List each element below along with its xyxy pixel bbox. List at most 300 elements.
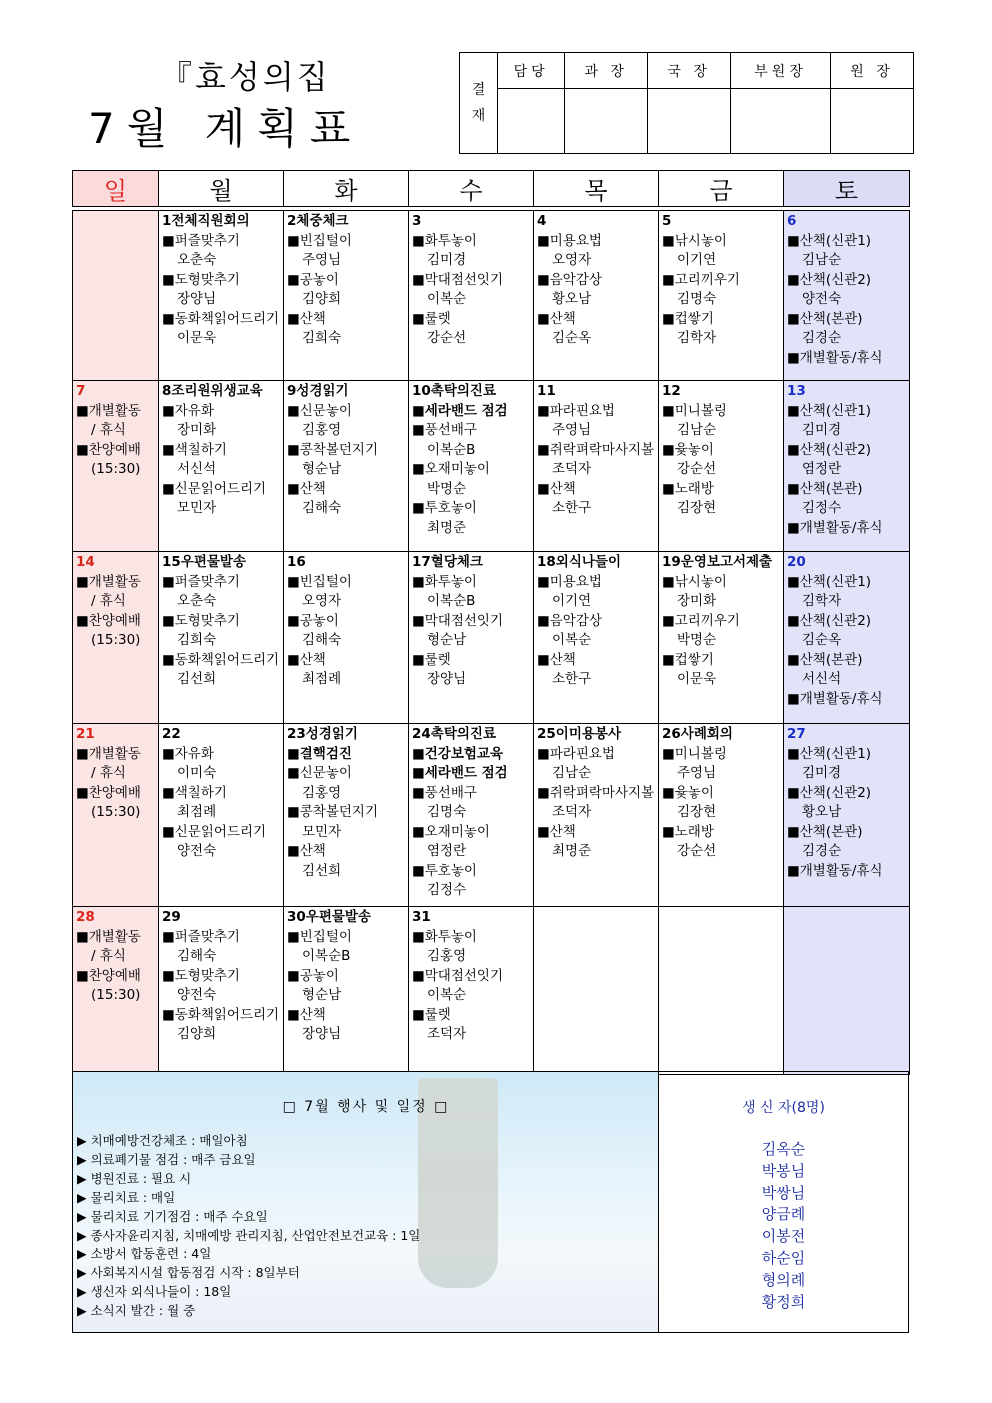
activity-label: 산책: [549, 651, 576, 668]
activity-item: [287, 441, 406, 461]
activity-item: [537, 651, 656, 671]
activity-label: 신문읽어드리기: [174, 823, 267, 840]
calendar-day-cell[interactable]: [659, 907, 784, 1075]
calendar-day-cell[interactable]: [534, 211, 659, 381]
weekday-header: 금: [659, 171, 784, 207]
day-header: [662, 212, 781, 232]
birthday-name: 이봉전: [761, 1227, 806, 1246]
day-event: 성경읽기: [296, 383, 349, 399]
calendar-day-cell[interactable]: [73, 724, 159, 907]
calendar-day-cell[interactable]: [659, 724, 784, 907]
calendar-day-cell[interactable]: [784, 552, 910, 724]
assigned-person: 서신석: [177, 461, 217, 477]
events-title: □ 7월 행사 및 일정 □: [282, 1099, 450, 1115]
activity-label: 쥐락펴락마사지볼: [549, 784, 655, 801]
activity-item: [162, 232, 281, 252]
activity-item: [287, 928, 406, 948]
activity-label: 파라핀요법: [549, 745, 615, 762]
activity-item: [76, 573, 156, 593]
day-header: [287, 212, 406, 232]
bullet-square-icon: ■: [787, 651, 800, 668]
activity-label: 빈집털이: [299, 928, 352, 945]
activity-item: [76, 784, 156, 804]
activity-item: [287, 612, 406, 632]
assigned-person: 모민자: [302, 823, 342, 840]
event-item: ▶ 소식지 발간 : 월 중: [77, 1302, 420, 1321]
calendar-day-cell[interactable]: [409, 211, 534, 381]
bullet-square-icon: ■: [787, 862, 800, 879]
assigned-person: 김명숙: [427, 804, 467, 820]
activity-item: [787, 573, 907, 593]
activity-label: 미니볼링: [674, 745, 727, 762]
events-list: [77, 1132, 420, 1321]
day-event: 성경읽기: [305, 726, 358, 742]
activity-label: 콩착볼던지기: [299, 804, 379, 820]
activity-label: 막대점선잇기: [424, 967, 504, 984]
activity-item: [412, 823, 531, 843]
calendar-day-cell[interactable]: [159, 724, 284, 907]
activity-label: 고리끼우기: [674, 271, 740, 288]
calendar-day-cell[interactable]: [284, 381, 409, 552]
calendar-week-row: [73, 381, 910, 552]
day-number: 14: [76, 554, 95, 570]
birthday-name: 김옥순: [761, 1140, 806, 1158]
assigned-person: 이기연: [677, 252, 717, 268]
bullet-square-icon: ■: [412, 967, 425, 984]
activity-label: 개별활동: [88, 928, 141, 945]
event-item: ▶ 물리치료 기기점검 : 매주 수요일: [77, 1208, 420, 1227]
event-item: ▶ 종사자윤리지침, 치매예방 관리지침, 산업안전보건교육 : 1일: [77, 1227, 420, 1246]
activity-item: [537, 612, 656, 632]
activity-item: [787, 690, 907, 710]
bullet-square-icon: ■: [287, 843, 300, 859]
calendar-day-cell[interactable]: [73, 552, 159, 724]
activity-label: 퍼즐맞추기: [174, 928, 240, 945]
bullet-square-icon: ■: [787, 573, 800, 590]
assigned-person: 김양희: [302, 291, 342, 307]
day-number: 19: [662, 554, 681, 570]
bullet-square-icon: ■: [162, 928, 175, 945]
activity-detail: (15:30): [91, 804, 141, 820]
activity-item: [412, 1006, 531, 1026]
day-event: 우편물발송: [180, 554, 247, 570]
day-header: [537, 212, 656, 232]
activity-label: 산책(본관): [799, 823, 863, 840]
activity-label: 화투놓이: [424, 232, 477, 249]
bullet-square-icon: ■: [162, 745, 175, 762]
assigned-person: 김정수: [802, 500, 842, 516]
bullet-square-icon: ■: [162, 271, 175, 288]
activity-label: 산책(신관1): [799, 402, 872, 419]
assigned-person: 이복순B: [427, 441, 476, 458]
approval-sign-box[interactable]: [648, 89, 731, 154]
activity-label: 개별활동: [88, 402, 141, 419]
activity-label: 산책: [299, 1006, 326, 1023]
day-number: 16: [287, 554, 306, 570]
activity-label: 미용요법: [549, 232, 602, 249]
bullet-square-icon: ■: [162, 232, 175, 249]
calendar-day-cell[interactable]: [284, 907, 409, 1075]
bottom-panel: [72, 1071, 909, 1333]
bullet-square-icon: ■: [537, 823, 550, 840]
activity-label: 자유화: [174, 745, 214, 762]
activity-label: 찬양예배: [88, 967, 141, 984]
assigned-person: 김미경: [802, 422, 842, 438]
assigned-person: 김홍영: [302, 784, 342, 801]
day-header: [662, 725, 781, 745]
bullet-square-icon: ■: [787, 519, 800, 536]
assigned-person: 박명순: [427, 480, 467, 497]
activity-detail: / 휴식: [91, 948, 126, 964]
assigned-person: 주영님: [677, 765, 717, 781]
events-panel: [73, 1072, 659, 1332]
activity-item: [287, 803, 406, 823]
day-number: 25: [537, 726, 556, 742]
day-number: 20: [787, 554, 806, 570]
assigned-person: 김학자: [677, 330, 717, 346]
bullet-square-icon: ■: [662, 612, 675, 629]
day-event: 전체직원회의: [171, 213, 250, 229]
activity-label: 퍼즐맞추기: [174, 573, 240, 590]
birthday-list: [659, 1139, 908, 1313]
calendar-week-row: [73, 211, 910, 381]
day-number: 27: [787, 726, 806, 742]
day-header: [662, 382, 781, 402]
assigned-person: 김희숙: [177, 632, 217, 648]
day-number: 23: [287, 726, 306, 742]
activity-label: 고리끼우기: [674, 612, 740, 629]
bullet-square-icon: ■: [76, 928, 89, 945]
assigned-person: 소한구: [552, 500, 592, 516]
activity-label: 룰렛: [424, 310, 451, 327]
day-number: 31: [412, 909, 431, 925]
activity-item: [787, 402, 907, 422]
day-header: [787, 553, 907, 573]
activity-label: 산책(신관1): [799, 745, 872, 762]
calendar-day-cell[interactable]: [659, 552, 784, 724]
assigned-person: 소한구: [552, 671, 592, 687]
bullet-square-icon: ■: [662, 271, 675, 288]
calendar-day-cell[interactable]: [659, 381, 784, 552]
day-event: 이미용봉사: [555, 726, 622, 742]
bullet-square-icon: ■: [412, 573, 425, 590]
activity-label: 노래방: [674, 480, 714, 497]
schedule-notice: [412, 764, 531, 784]
activity-detail: / 휴식: [91, 593, 126, 609]
day-header: [412, 212, 531, 232]
event-item: ▶ 소방서 합동훈련 : 4일: [77, 1245, 420, 1264]
bullet-square-icon: ■: [662, 402, 675, 419]
activity-item: [412, 967, 531, 987]
activity-label: 음악감상: [549, 612, 602, 629]
day-number: 6: [787, 213, 797, 229]
calendar-day-cell[interactable]: [534, 552, 659, 724]
day-header: [287, 553, 406, 573]
approval-sign-box[interactable]: [565, 89, 648, 154]
activity-detail: / 휴식: [91, 765, 126, 781]
day-header: [537, 553, 656, 573]
activity-item: [412, 310, 531, 330]
activity-item: [412, 573, 531, 593]
day-number: 26: [662, 726, 681, 742]
activity-label: 세라밴드 점검: [424, 765, 508, 781]
activity-label: 오재미놓이: [424, 823, 490, 840]
calendar-day-cell[interactable]: [784, 724, 910, 907]
title-line-2: 7월 계획표: [88, 104, 363, 153]
bullet-square-icon: ■: [412, 784, 425, 801]
calendar-day-cell[interactable]: [409, 381, 534, 552]
activity-item: [287, 842, 406, 862]
calendar-day-cell[interactable]: [659, 211, 784, 381]
activity-item: [662, 271, 781, 291]
assigned-person: 김해숙: [177, 948, 217, 964]
bullet-square-icon: ■: [412, 862, 425, 879]
bullet-square-icon: ■: [287, 1006, 300, 1023]
calendar-day-cell[interactable]: [73, 381, 159, 552]
bullet-square-icon: ■: [76, 745, 89, 762]
birthday-name: 박봉님: [761, 1161, 806, 1180]
day-header: [537, 725, 656, 745]
activity-item: [537, 232, 656, 252]
activity-item: [787, 745, 907, 765]
calendar-day-cell[interactable]: [159, 211, 284, 381]
activity-item: [787, 784, 907, 804]
bullet-square-icon: ■: [412, 928, 425, 945]
calendar-day-cell[interactable]: [159, 552, 284, 724]
day-header: [787, 382, 907, 402]
assigned-person: 모민자: [177, 500, 217, 516]
approval-col-2: 과 장: [565, 53, 648, 89]
activity-label: 음악감상: [549, 271, 602, 288]
assigned-person: 김양희: [177, 1026, 217, 1042]
bullet-square-icon: ■: [412, 745, 425, 762]
day-number: 7: [76, 383, 86, 399]
assigned-person: 염정란: [427, 843, 467, 859]
activity-item: [662, 232, 781, 252]
event-item: ▶ 치매예방건강체조 : 매일아침: [77, 1132, 420, 1151]
assigned-person: 오영자: [552, 252, 592, 268]
event-item: ▶ 의료폐기물 점검 : 매주 금요일: [77, 1151, 420, 1170]
assigned-person: 김미경: [802, 765, 842, 781]
activity-label: 산책: [299, 310, 326, 327]
calendar-day-cell[interactable]: [409, 724, 534, 907]
assigned-person: 주영님: [302, 252, 342, 268]
bullet-square-icon: ■: [287, 480, 300, 497]
day-event: 우편물발송: [305, 909, 372, 925]
assigned-person: 최명준: [552, 843, 592, 859]
activity-label: 신문놓이: [299, 765, 352, 781]
assigned-person: 김순옥: [552, 330, 592, 346]
assigned-person: 황오남: [802, 804, 842, 820]
activity-item: [412, 232, 531, 252]
assigned-person: 양전숙: [802, 291, 842, 307]
activity-item: [537, 480, 656, 500]
activity-item: [287, 310, 406, 330]
activity-item: [412, 612, 531, 632]
assigned-person: 최점례: [302, 671, 342, 687]
activity-label: 색칠하기: [174, 441, 227, 458]
bullet-square-icon: ■: [162, 402, 175, 419]
activity-item: [76, 928, 156, 948]
activity-label: 동화책읽어드리기: [174, 310, 280, 327]
activity-label: 산책(신관2): [799, 441, 872, 458]
assigned-person: 장양님: [177, 291, 217, 307]
calendar-day-cell[interactable]: [409, 552, 534, 724]
activity-item: [412, 862, 531, 882]
calendar-day-cell[interactable]: [159, 381, 284, 552]
activity-label: 퍼즐맞추기: [174, 232, 240, 249]
assigned-person: 이미숙: [177, 765, 217, 781]
bullet-square-icon: ■: [412, 422, 425, 438]
day-header: [287, 382, 406, 402]
activity-item: [787, 612, 907, 632]
assigned-person: 조덕자: [427, 1026, 467, 1042]
activity-label: 컵쌓기: [674, 310, 714, 327]
calendar-day-cell[interactable]: [284, 724, 409, 907]
assigned-person: 강순선: [677, 843, 717, 859]
bullet-square-icon: ■: [162, 310, 175, 327]
assigned-person: 강순선: [677, 461, 717, 477]
assigned-person: 장미화: [177, 422, 217, 438]
bullet-square-icon: ■: [162, 612, 175, 629]
bullet-square-icon: ■: [287, 651, 300, 668]
calendar-day-cell[interactable]: [284, 211, 409, 381]
activity-item: [412, 271, 531, 291]
bullet-square-icon: ■: [287, 573, 300, 590]
bullet-square-icon: ■: [412, 612, 425, 629]
calendar-day-cell[interactable]: [73, 211, 159, 381]
assigned-person: 강순선: [427, 330, 467, 346]
bullet-square-icon: ■: [537, 745, 550, 762]
calendar-day-cell[interactable]: [784, 381, 910, 552]
bullet-square-icon: ■: [537, 651, 550, 668]
bullet-square-icon: ■: [76, 441, 89, 458]
activity-label: 컵쌓기: [674, 651, 714, 668]
birthday-title: 생 신 자(8명): [742, 1100, 825, 1116]
day-header: [412, 908, 531, 928]
calendar-week-row: [73, 907, 910, 1075]
bullet-square-icon: ■: [537, 573, 550, 590]
activity-label: 낚시놓이: [674, 232, 727, 249]
day-header: [76, 553, 156, 573]
activity-item: [162, 480, 281, 500]
approval-col-5: 원 장: [831, 53, 914, 89]
bullet-square-icon: ■: [787, 232, 800, 249]
bullet-square-icon: ■: [162, 967, 175, 984]
bullet-square-icon: ■: [537, 612, 550, 629]
activity-item: [162, 441, 281, 461]
day-number: 17: [412, 554, 431, 570]
assigned-person: 김남순: [802, 252, 842, 268]
birthday-name: 황정희: [761, 1292, 806, 1311]
bullet-square-icon: ■: [537, 271, 550, 288]
weekday-header: 목: [534, 171, 659, 207]
approval-side-label: 결 재: [460, 53, 498, 154]
activity-label: 산책: [549, 823, 576, 840]
approval-sign-box[interactable]: [831, 89, 914, 154]
day-header: [787, 212, 907, 232]
activity-item: [662, 745, 781, 765]
calendar-day-cell[interactable]: [534, 381, 659, 552]
assigned-person: 김선희: [177, 671, 217, 687]
activity-label: 산책(신관2): [799, 612, 872, 629]
activity-item: [537, 310, 656, 330]
calendar-day-cell[interactable]: [534, 724, 659, 907]
activity-item: [537, 441, 656, 461]
event-item: ▶ 생신자 외식나들이 : 18일: [77, 1283, 420, 1302]
bullet-square-icon: ■: [787, 784, 800, 801]
assigned-person: 박명순: [677, 632, 717, 648]
day-number: 1: [162, 213, 172, 229]
activity-label: 화투놓이: [424, 928, 477, 945]
activity-label: 도형맞추기: [174, 271, 240, 288]
assigned-person: 황오남: [552, 291, 592, 307]
calendar-day-cell[interactable]: [784, 211, 910, 381]
activity-item: [162, 310, 281, 330]
assigned-person: 조덕자: [552, 804, 592, 820]
bullet-square-icon: ■: [412, 651, 425, 668]
bullet-square-icon: ■: [412, 1006, 425, 1023]
day-header: [162, 908, 281, 928]
activity-item: [787, 349, 907, 369]
day-number: 18: [537, 554, 556, 570]
bullet-square-icon: ■: [537, 784, 550, 801]
assigned-person: 김장현: [677, 804, 717, 820]
activity-item: [662, 784, 781, 804]
bullet-square-icon: ■: [287, 441, 300, 458]
calendar-day-cell[interactable]: [784, 907, 910, 1075]
calendar-day-cell[interactable]: [73, 907, 159, 1075]
approval-sign-box[interactable]: [498, 89, 565, 154]
bullet-square-icon: ■: [76, 402, 89, 419]
activity-label: 투호놓이: [424, 862, 477, 879]
activity-item: [662, 612, 781, 632]
activity-label: 산책(본관): [799, 480, 863, 497]
assigned-person: 김경순: [802, 330, 842, 346]
calendar-day-cell[interactable]: [409, 907, 534, 1075]
activity-label: 오재미놓이: [424, 461, 490, 477]
assigned-person: 김해숙: [302, 632, 342, 648]
activity-item: [662, 441, 781, 461]
activity-label: 자유화: [174, 402, 214, 419]
activity-label: 콩착볼던지기: [299, 441, 379, 458]
assigned-person: 김정수: [427, 882, 467, 898]
activity-item: [537, 271, 656, 291]
assigned-person: 이기연: [552, 593, 592, 609]
event-item: ▶ 물리치료 : 매일: [77, 1189, 420, 1208]
day-number: 5: [662, 213, 672, 229]
activity-label: 찬양예배: [88, 612, 141, 629]
assigned-person: 장양님: [427, 671, 467, 687]
calendar-day-cell[interactable]: [284, 552, 409, 724]
bullet-square-icon: ■: [162, 651, 175, 668]
day-header: [76, 908, 156, 928]
bullet-square-icon: ■: [162, 573, 175, 590]
activity-label: 산책: [549, 480, 576, 497]
assigned-person: 최명준: [427, 519, 467, 536]
calendar-day-cell[interactable]: [159, 907, 284, 1075]
activity-label: 윷놓이: [674, 441, 714, 458]
calendar-day-cell[interactable]: [534, 907, 659, 1075]
day-header: [76, 382, 156, 402]
approval-sign-box[interactable]: [731, 89, 831, 154]
activity-label: 건강보험교육: [424, 745, 504, 762]
day-event: 외식나들이: [555, 554, 622, 570]
activity-item: [162, 967, 281, 987]
bullet-square-icon: ■: [287, 271, 300, 288]
activity-label: 산책: [299, 480, 326, 497]
bullet-square-icon: ■: [662, 441, 675, 458]
